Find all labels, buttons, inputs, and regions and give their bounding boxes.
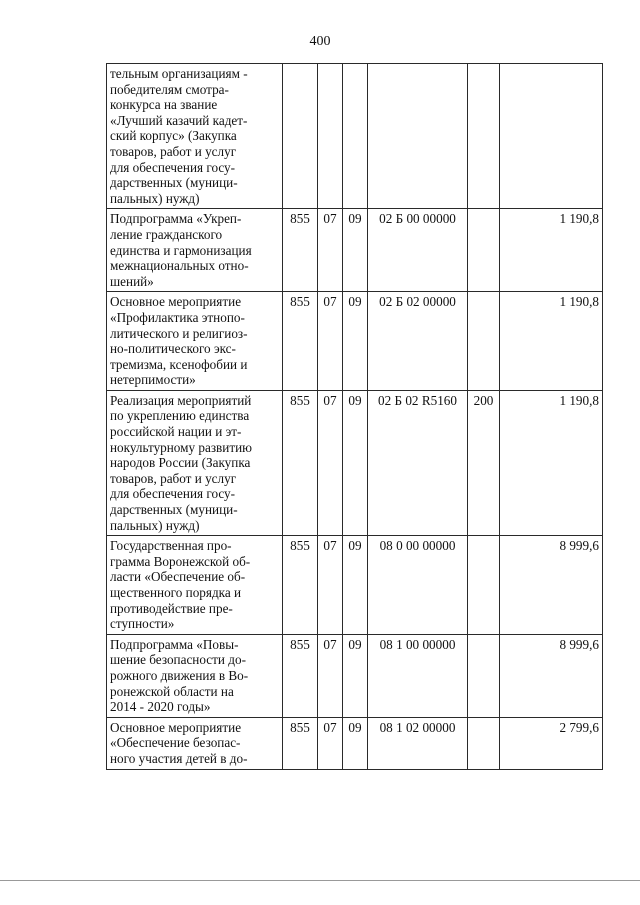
target-article-cell: 08 1 00 00000 [368, 634, 468, 717]
amount-cell: 1 190,8 [500, 390, 603, 535]
section-code-cell: 07 [318, 390, 343, 535]
expense-type-cell [468, 292, 500, 391]
subsection-code-cell: 09 [343, 634, 368, 717]
description-cell: тельным организациям - победителям смотра- конкурса на звание «Лучший казачий кадет- ский корпус» (Закупка товаров, работ и услуг для обеспечения госу- дарственных (муници- пальных) нужд) [107, 64, 283, 209]
table-row [107, 209, 603, 292]
section-code-cell: 07 [318, 717, 343, 769]
amount-cell: 2 799,6 [500, 717, 603, 769]
description-cell: Основное мероприятие «Профилактика этнопо- литического и религиоз- но-политического экс- тремизма, ксенофобии и нетерпимости» [107, 292, 283, 391]
ministry-code-cell: 855 [283, 209, 318, 292]
subsection-code-cell: 09 [343, 292, 368, 391]
description-cell: Основное мероприятие «Обеспечение безопас- ного участия детей в до- [107, 717, 283, 769]
ministry-code-cell: 855 [283, 390, 318, 535]
expense-type-cell: 200 [468, 390, 500, 535]
bottom-divider [0, 880, 640, 881]
target-article-cell [368, 64, 468, 209]
ministry-code-cell: 855 [283, 634, 318, 717]
expense-type-cell [468, 64, 500, 209]
table-body [107, 64, 603, 770]
section-code-cell: 07 [318, 209, 343, 292]
expense-type-cell [468, 209, 500, 292]
subsection-code-cell: 09 [343, 536, 368, 635]
table-row [107, 292, 603, 391]
table-row [107, 64, 603, 209]
expense-type-cell [468, 717, 500, 769]
section-code-cell: 07 [318, 634, 343, 717]
subsection-code-cell: 09 [343, 209, 368, 292]
expense-type-cell [468, 634, 500, 717]
target-article-cell: 02 Б 02 R5160 [368, 390, 468, 535]
section-code-cell [318, 64, 343, 209]
target-article-cell: 08 0 00 00000 [368, 536, 468, 635]
expense-type-cell [468, 536, 500, 635]
table-row [107, 536, 603, 635]
section-code-cell: 07 [318, 536, 343, 635]
table-row [107, 390, 603, 535]
ministry-code-cell: 855 [283, 536, 318, 635]
description-cell: Подпрограмма «Укреп- ление гражданского единства и гармонизация межнациональных отно- шений» [107, 209, 283, 292]
description-cell: Подпрограмма «Повы- шение безопасности до- рожного движения в Во- ронежской области на 2014 - 2020 годы» [107, 634, 283, 717]
amount-cell: 8 999,6 [500, 634, 603, 717]
target-article-cell: 02 Б 02 00000 [368, 292, 468, 391]
amount-cell: 1 190,8 [500, 292, 603, 391]
page-number: 400 [309, 34, 331, 49]
target-article-cell: 08 1 02 00000 [368, 717, 468, 769]
description-cell: Государственная про- грамма Воронежской об- ласти «Обеспечение об- щественного порядка и противодействие пре- ступности» [107, 536, 283, 635]
subsection-code-cell: 09 [343, 717, 368, 769]
subsection-code-cell: 09 [343, 390, 368, 535]
amount-cell: 8 999,6 [500, 536, 603, 635]
table-row [107, 634, 603, 717]
description-cell: Реализация мероприятий по укреплению единства российской нации и эт- нокультурному развитию народов России (Закупка товаров, работ и услуг для обеспечения госу- дарственных (муници- пальных) нужд) [107, 390, 283, 535]
ministry-code-cell [283, 64, 318, 209]
amount-cell: 1 190,8 [500, 209, 603, 292]
section-code-cell: 07 [318, 292, 343, 391]
amount-cell [500, 64, 603, 209]
ministry-code-cell: 855 [283, 717, 318, 769]
subsection-code-cell [343, 64, 368, 209]
ministry-code-cell: 855 [283, 292, 318, 391]
table-row [107, 717, 603, 769]
target-article-cell: 02 Б 00 00000 [368, 209, 468, 292]
budget-table [106, 63, 603, 770]
